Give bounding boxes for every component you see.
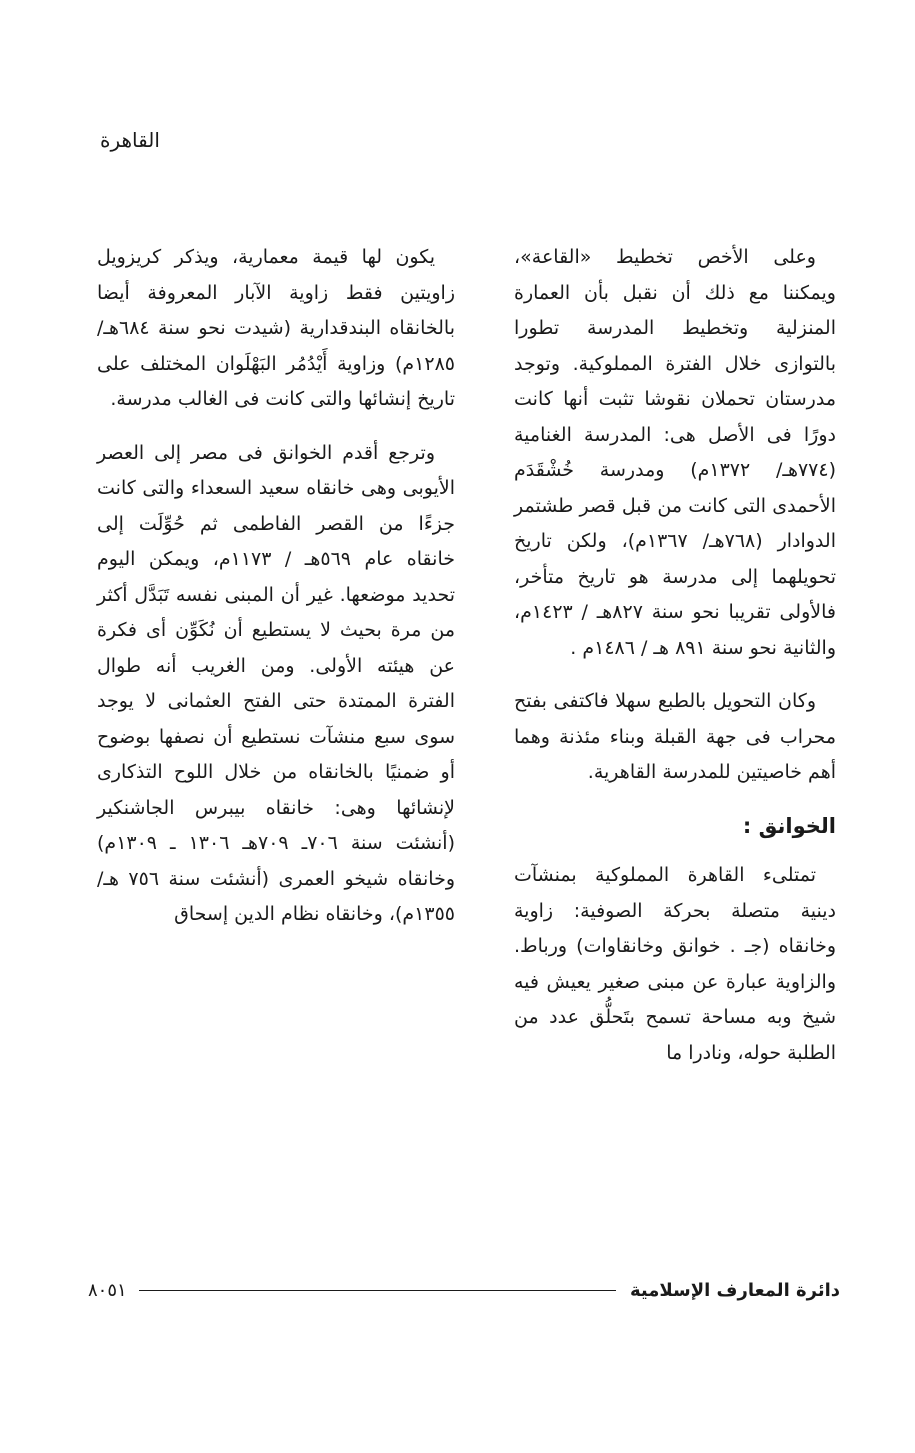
publication-title: دائرة المعارف الإسلامية (629, 1279, 840, 1301)
section-heading: الخوانق : (742, 813, 836, 838)
paragraph: تمتلىء القاهرة المملوكية بمنشآت دينية متصلة بحركة الصوفية: زاوية وخانقاه (جـ . خوانق وخانقاوات) ورباط. والزاوية عبارة عن مبنى صغير يعيش فيه شيخ وبه مساحة تسمح بتَحلُّق عدد من الطلبة حوله، ونادرا ما (514, 864, 836, 1064)
left-text-column (97, 240, 455, 951)
page-footer (88, 1275, 840, 1305)
page-number: ٨٠٥١ (88, 1279, 127, 1301)
right-text-column (514, 240, 836, 1089)
paragraph: يكون لها قيمة معمارية، ويذكر كريزويل زاويتين فقط زاوية الآبار المعروفة أيضا بالخانقاه البندقدارية (شيدت نحو سنة ٦٨٤هـ/ ١٢٨٥م) وزاوية أَيْدُمُر البَهْلَوان المختلف على تاريخ إنشائها والتى كانت فى الغالب مدرسة. (97, 246, 455, 410)
paragraph: وعلى الأخص تخطيط «القاعة»، ويمكننا مع ذلك أن نقبل بأن العمارة المنزلية وتخطيط المدرسة تطورا بالتوازى خلال الفترة المملوكية. وتوجد مدرستان تحملان نقوشا تثبت أنها كانت دورًا فى الأصل هى: المدرسة الغنامية (٧٧٤هـ/ ١٣٧٢م) ومدرسة خُشْقَدَم الأحمدى التى كانت من قبل قصر طشتمر الدوادار (٧٦٨هـ/ ١٣٦٧م)، ولكن تاريخ تحويلهما إلى مدرسة هو تاريخ متأخر، فالأولى تقريبا نحو سنة ٨٢٧هـ / ١٤٢٣م، والثانية نحو سنة ٨٩١ هـ / ١٤٨٦م . (514, 246, 837, 659)
footer-divider (139, 1290, 616, 1291)
paragraph: وترجع أقدم الخوانق فى مصر إلى العصر الأيوبى وهى خانقاه سعيد السعداء والتى كانت جزءًا من القصر الفاطمى ثم حُوِّلَت إلى خانقاه عام ٥٦٩هـ / ١١٧٣م، ويمكن اليوم تحديد موضعها. غير أن المبنى نفسه تَبَدَّل أكثر من مرة بحيث لا يستطيع أن نُكَوِّن أى فكرة عن هيئته الأولى. ومن الغريب أنه طوال الفترة الممتدة حتى الفتح العثمانى لا يوجد سوى سبع منشآت نستطيع أن نصفها بوضوح أو ضمنيًا بالخانقاه من خلال اللوح التذكارى لإنشائها وهى: خانقاه بيبرس الجاشنكير (أنشئت سنة ٧٠٦ـ ٧٠٩هـ ١٣٠٦ ـ ١٣٠٩م) وخانقاه شيخو العمرى (أنشئت سنة ٧٥٦ هـ/ ١٣٥٥م)، وخانقاه نظام الدين إسحاق (97, 441, 455, 925)
running-header-title: القاهرة (100, 128, 160, 152)
paragraph: وكان التحويل بالطبع سهلا فاكتفى بفتح محراب فى جهة القبلة وبناء مئذنة وهما أهم خاصيتين للمدرسة القاهرية. (514, 690, 836, 783)
